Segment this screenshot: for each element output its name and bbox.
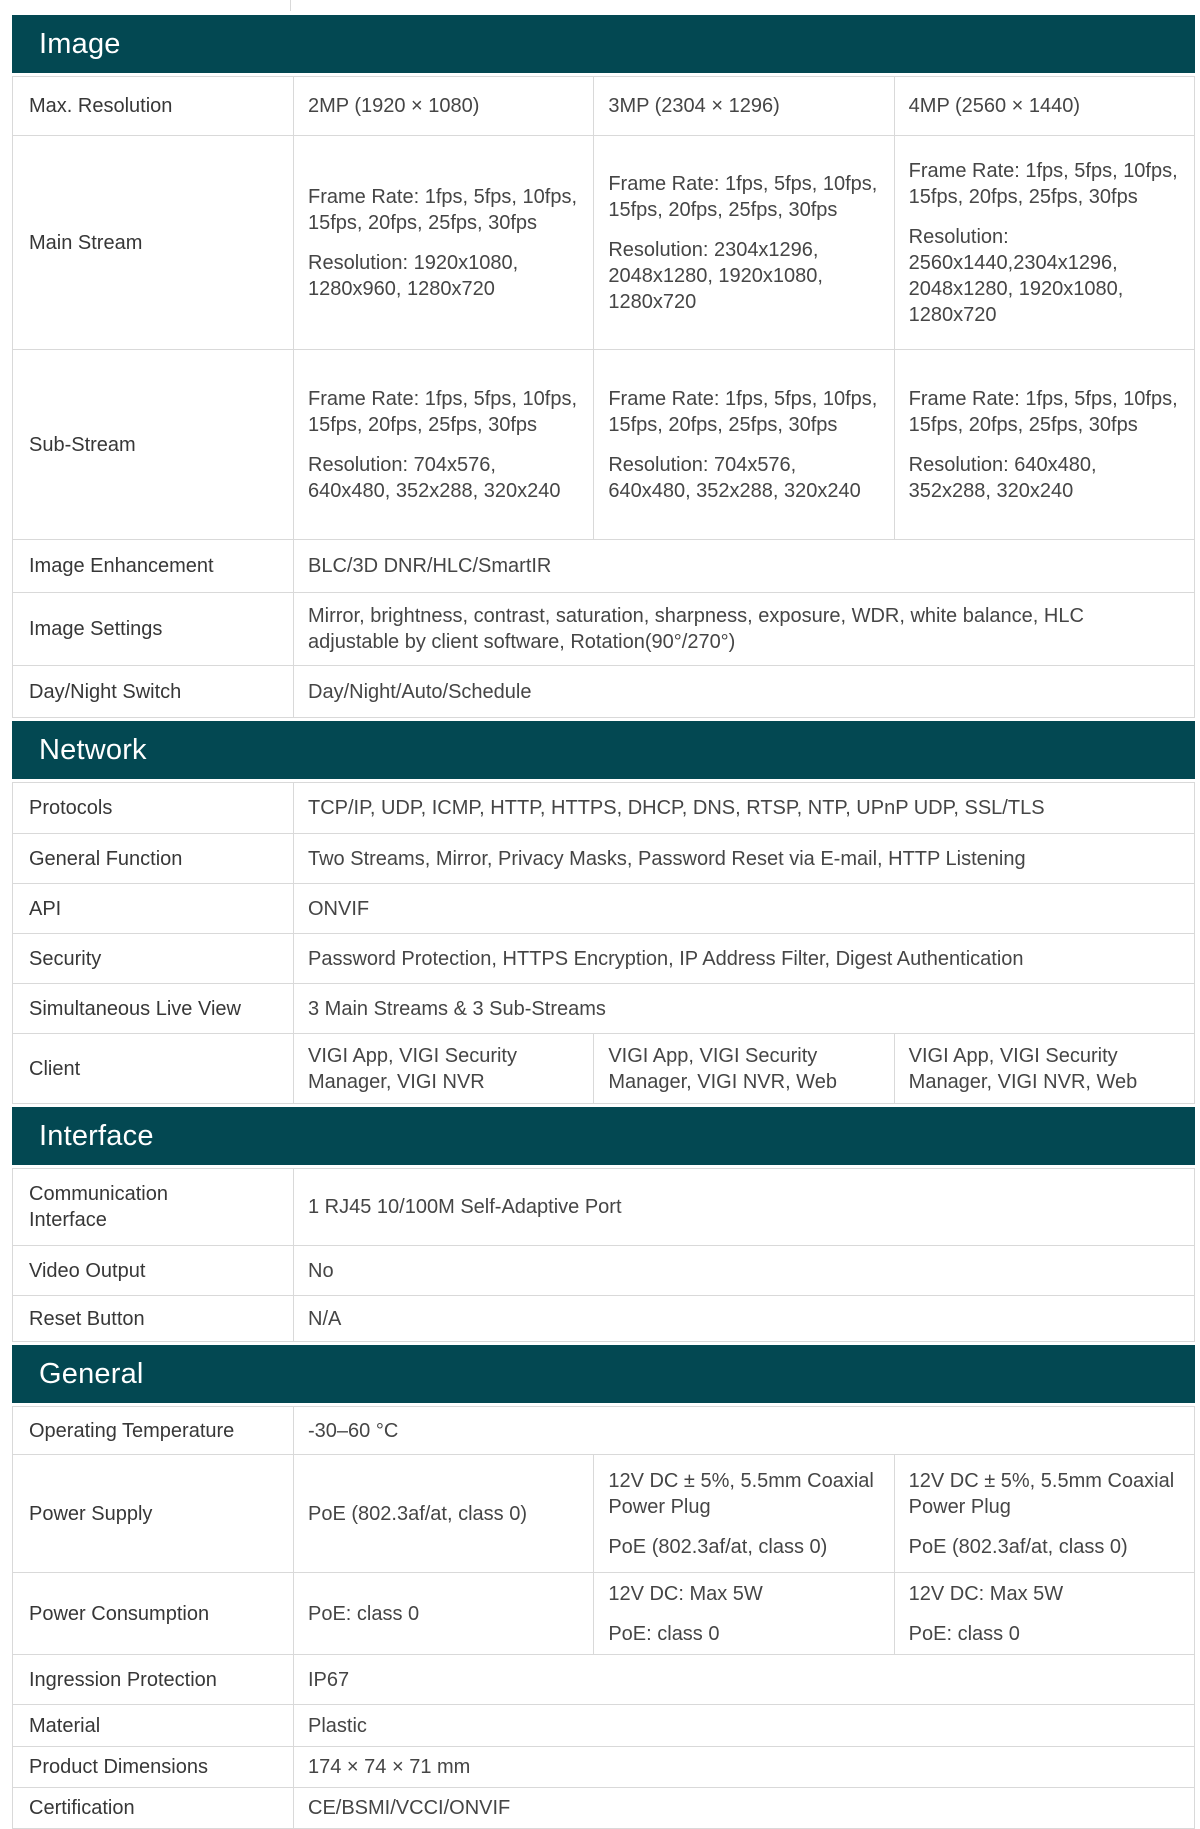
spec-label-image-settings: Image Settings xyxy=(29,618,163,640)
spec-value-video-output: No xyxy=(293,1246,1194,1295)
resolution-text: Resolution: 640x480, 352x288, 320x240 xyxy=(908,453,1097,502)
section-header-network: Network xyxy=(12,721,1195,779)
row-general-function xyxy=(13,833,1194,883)
row-ingression-protection xyxy=(13,1654,1194,1704)
section-table-network xyxy=(12,782,1195,1104)
frame-rate-text: Frame Rate: 1fps, 5fps, 10fps, 15fps, 20fps, 25fps, 30fps xyxy=(908,159,1178,208)
spec-label-operating-temperature: Operating Temperature xyxy=(29,1419,235,1442)
spec-value-certification: CE/BSMI/VCCI/ONVIF xyxy=(293,1788,1194,1828)
spec-value-sub-stream-4mp xyxy=(894,350,1194,539)
spec-label-sub-stream: Sub-Stream xyxy=(29,433,136,456)
spec-value-general-function: Two Streams, Mirror, Privacy Masks, Password Reset via E-mail, HTTP Listening xyxy=(293,834,1194,883)
spec-sheet xyxy=(12,0,1195,1829)
spec-label-material: Material xyxy=(29,1714,101,1737)
spec-value-power-supply-4mp xyxy=(894,1455,1194,1572)
dc-power-text: 12V DC ± 5%, 5.5mm Coaxial Power Plug xyxy=(608,1469,874,1518)
row-material xyxy=(13,1704,1194,1746)
poe-consumption-text: PoE: class 0 xyxy=(908,1622,1020,1645)
spec-value-communication-interface: 1 RJ45 10/100M Self-Adaptive Port xyxy=(293,1169,1194,1245)
row-video-output xyxy=(13,1245,1194,1295)
spec-value-operating-temperature: -30–60 °C xyxy=(293,1407,1194,1454)
row-certification xyxy=(13,1787,1194,1828)
spec-label-client: Client xyxy=(29,1057,81,1080)
row-day-night-switch xyxy=(13,665,1194,717)
spec-label-simultaneous-live-view: Simultaneous Live View xyxy=(29,997,241,1020)
row-image-enhancement xyxy=(13,539,1194,592)
spec-value-day-night-switch: Day/Night/Auto/Schedule xyxy=(293,666,1194,717)
row-simultaneous-live-view xyxy=(13,983,1194,1033)
dc-power-text: 12V DC ± 5%, 5.5mm Coaxial Power Plug xyxy=(908,1469,1175,1518)
spec-label-main-stream: Main Stream xyxy=(29,231,143,254)
table-border-remnant xyxy=(290,0,291,11)
spec-label-video-output: Video Output xyxy=(29,1259,146,1282)
spec-value-product-dimensions: 174 × 74 × 71 mm xyxy=(293,1747,1194,1787)
resolution-text: Resolution: 2304x1296, 2048x1280, 1920x1080, 1280x720 xyxy=(608,238,823,313)
dc-consumption-text: 12V DC: Max 5W xyxy=(908,1582,1064,1605)
spec-label-power-supply: Power Supply xyxy=(29,1502,153,1525)
dc-consumption-text: 12V DC: Max 5W xyxy=(608,1582,763,1605)
frame-rate-text: Frame Rate: 1fps, 5fps, 10fps, 15fps, 20fps, 25fps, 30fps xyxy=(908,387,1178,436)
spec-label-ingression-protection: Ingression Protection xyxy=(29,1668,217,1691)
spec-label-communication-interface: Communication Interface xyxy=(29,1183,168,1231)
spec-label-power-consumption: Power Consumption xyxy=(29,1602,210,1625)
row-main-stream xyxy=(13,135,1194,349)
section-table-interface xyxy=(12,1168,1195,1342)
spec-value-sub-stream-2mp xyxy=(293,350,593,539)
section-table-image xyxy=(12,76,1195,718)
section-table-general xyxy=(12,1406,1195,1829)
row-power-consumption xyxy=(13,1572,1194,1654)
spec-value-main-stream-2mp xyxy=(293,136,593,349)
spec-value-reset-button: N/A xyxy=(293,1296,1194,1341)
spec-label-product-dimensions: Product Dimensions xyxy=(29,1756,208,1778)
spec-value-power-consumption-3mp xyxy=(593,1573,893,1654)
resolution-text: Resolution: 704x576, 640x480, 352x288, 320x240 xyxy=(608,453,861,502)
spec-value-4mp: 4MP (2560 × 1440) xyxy=(894,77,1194,135)
row-sub-stream xyxy=(13,349,1194,539)
row-communication-interface xyxy=(13,1169,1194,1245)
frame-rate-text: Frame Rate: 1fps, 5fps, 10fps, 15fps, 20fps, 25fps, 30fps xyxy=(608,387,878,436)
spec-value-image-settings: Mirror, brightness, contrast, saturation, sharpness, exposure, WDR, white balance, HLC adjustable by client software, Rotation(90°/270°) xyxy=(293,593,1194,665)
spec-value-image-enhancement: BLC/3D DNR/HLC/SmartIR xyxy=(293,540,1194,592)
spec-value-power-consumption-2mp: PoE: class 0 xyxy=(293,1573,593,1654)
spec-value-power-supply-3mp xyxy=(593,1455,893,1572)
spec-value-security: Password Protection, HTTPS Encryption, IP Address Filter, Digest Authentication xyxy=(293,934,1194,983)
spec-label-certification: Certification xyxy=(29,1797,135,1819)
poe-consumption-text: PoE: class 0 xyxy=(608,1622,720,1645)
spec-label-security: Security xyxy=(29,947,102,970)
row-api xyxy=(13,883,1194,933)
poe-power-text: PoE (802.3af/at, class 0) xyxy=(608,1535,828,1558)
spec-label-day-night-switch: Day/Night Switch xyxy=(29,680,182,703)
spec-label-general-function: General Function xyxy=(29,847,183,870)
row-max-resolution xyxy=(13,77,1194,135)
spec-value-ingression-protection: IP67 xyxy=(293,1655,1194,1704)
spec-value-power-consumption-4mp xyxy=(894,1573,1194,1654)
spec-label-reset-button: Reset Button xyxy=(29,1307,145,1330)
row-product-dimensions xyxy=(13,1746,1194,1787)
spec-value-client-2mp: VIGI App, VIGI Security Manager, VIGI NVR xyxy=(293,1034,593,1103)
spec-label-protocols: Protocols xyxy=(29,797,113,819)
poe-power-text: PoE (802.3af/at, class 0) xyxy=(908,1535,1128,1558)
row-operating-temperature xyxy=(13,1407,1194,1454)
row-image-settings xyxy=(13,592,1194,665)
spec-value-3mp: 3MP (2304 × 1296) xyxy=(593,77,893,135)
spec-value-protocols: TCP/IP, UDP, ICMP, HTTP, HTTPS, DHCP, DNS, RTSP, NTP, UPnP UDP, SSL/TLS xyxy=(293,783,1194,833)
row-reset-button xyxy=(13,1295,1194,1341)
frame-rate-text: Frame Rate: 1fps, 5fps, 10fps, 15fps, 20fps, 25fps, 30fps xyxy=(308,185,578,234)
row-security xyxy=(13,933,1194,983)
resolution-text: Resolution: 1920x1080, 1280x960, 1280x720 xyxy=(308,251,519,300)
spec-value-main-stream-4mp xyxy=(894,136,1194,349)
top-margin xyxy=(12,0,1195,12)
resolution-text: Resolution: 2560x1440,2304x1296, 2048x1280, 1920x1080, 1280x720 xyxy=(908,225,1124,326)
resolution-text: Resolution: 704x576, 640x480, 352x288, 320x240 xyxy=(308,453,561,502)
row-protocols xyxy=(13,783,1194,833)
spec-value-client-3mp: VIGI App, VIGI Security Manager, VIGI NVR, Web xyxy=(593,1034,893,1103)
spec-value-power-supply-2mp: PoE (802.3af/at, class 0) xyxy=(293,1455,593,1572)
row-power-supply xyxy=(13,1454,1194,1572)
frame-rate-text: Frame Rate: 1fps, 5fps, 10fps, 15fps, 20fps, 25fps, 30fps xyxy=(608,172,878,221)
spec-label-api: API xyxy=(29,897,62,920)
spec-label-image-enhancement: Image Enhancement xyxy=(29,555,214,577)
frame-rate-text: Frame Rate: 1fps, 5fps, 10fps, 15fps, 20fps, 25fps, 30fps xyxy=(308,387,578,436)
row-client xyxy=(13,1033,1194,1103)
spec-value-sub-stream-3mp xyxy=(593,350,893,539)
section-header-general: General xyxy=(12,1345,1195,1403)
spec-value-2mp: 2MP (1920 × 1080) xyxy=(293,77,593,135)
spec-label-max-resolution: Max. Resolution xyxy=(29,95,173,117)
spec-value-simultaneous-live-view: 3 Main Streams & 3 Sub-Streams xyxy=(293,984,1194,1033)
section-header-interface: Interface xyxy=(12,1107,1195,1165)
section-header-image: Image xyxy=(12,15,1195,73)
spec-value-main-stream-3mp xyxy=(593,136,893,349)
spec-value-material: Plastic xyxy=(293,1705,1194,1746)
spec-value-api: ONVIF xyxy=(293,884,1194,933)
spec-value-client-4mp: VIGI App, VIGI Security Manager, VIGI NVR, Web xyxy=(894,1034,1194,1103)
